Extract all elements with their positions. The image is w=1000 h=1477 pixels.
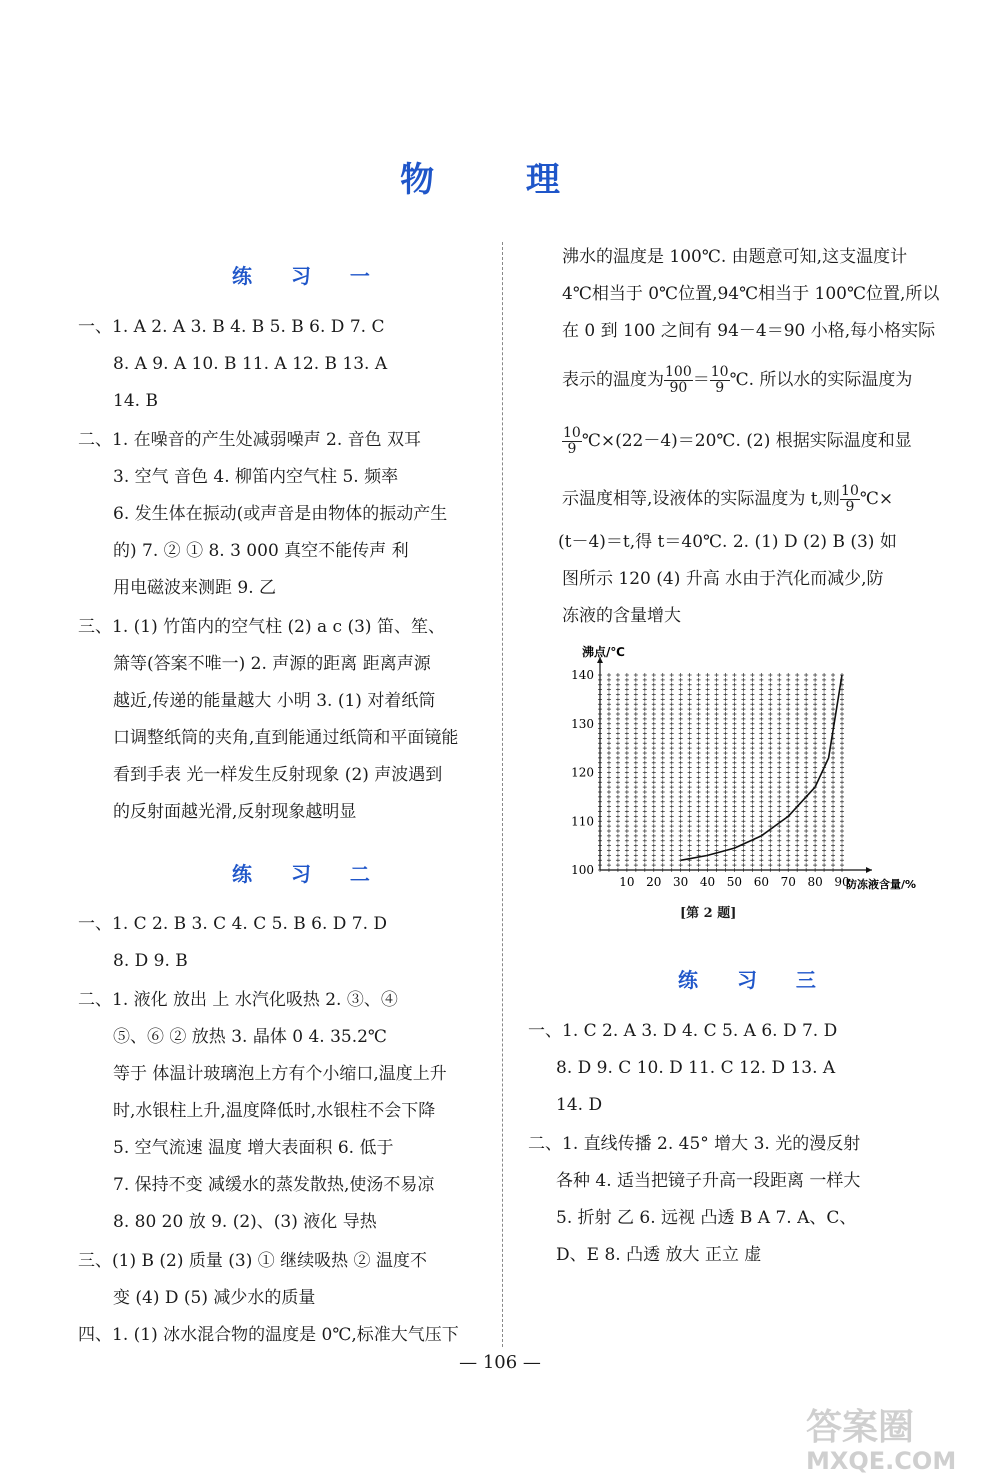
x-tick-label: 10 <box>619 875 635 889</box>
answer-line: 用电磁波来测距 9. 乙 <box>113 578 277 598</box>
watermark-logo <box>800 1395 985 1475</box>
answer-line: D、E 8. 凸透 放大 正立 虚 <box>556 1245 762 1265</box>
x-tick-label: 70 <box>780 875 796 889</box>
x-tick-label: 20 <box>646 875 662 889</box>
fraction <box>664 365 693 396</box>
answer-line: 3. 空气 音色 4. 柳笛内空气柱 5. 频率 <box>113 467 399 487</box>
answer-line: 沸水的温度是 100℃. 由题意可知,这支温度计 <box>562 247 908 267</box>
answer-line: 一、1. C 2. A 3. D 4. C 5. A 6. D 7. D <box>528 1021 838 1041</box>
answer-line: 5. 空气流速 温度 增大表面积 6. 低于 <box>113 1138 394 1158</box>
answer-line: 等于 体温计玻璃泡上方有个小缩口,温度上升 <box>113 1064 447 1084</box>
denominator: 9 <box>715 380 725 396</box>
answer-line: 三、1. (1) 竹笛内的空气柱 (2) a c (3) 笛、笙、 <box>78 617 445 637</box>
watermark-url: MXQE.COM <box>806 1447 957 1475</box>
x-tick-label: 30 <box>673 875 689 889</box>
fraction <box>710 365 730 396</box>
x-tick-label: 80 <box>807 875 823 889</box>
column-divider <box>502 242 503 1347</box>
x-tick-label: 90 <box>834 875 850 889</box>
numerator: 10 <box>563 425 581 441</box>
answer-line: 各种 4. 适当把镜子升高一段距离 一样大 <box>556 1171 861 1191</box>
answer-line: 口调整纸筒的夹角,直到能通过纸筒和平面镜能 <box>113 728 459 748</box>
answer-line: 看到手表 光一样发生反射现象 (2) 声波遇到 <box>113 765 443 785</box>
answer-line: 8. D 9. B <box>113 951 188 971</box>
x-axis-label: 防冻液含量/% <box>846 878 917 891</box>
text-fragment: ℃×(22－4)＝20℃. (2) 根据实际温度和显 <box>581 431 912 451</box>
numerator: 100 <box>665 364 692 380</box>
answer-line: 4℃相当于 0℃位置,94℃相当于 100℃位置,所以 <box>562 284 940 304</box>
answer-line: 三、(1) B (2) 质量 (3) ① 继续吸热 ② 温度不 <box>78 1251 427 1271</box>
page-number: — 106 — <box>459 1352 541 1373</box>
answer-line: 图所示 120 (4) 升高 水由于汽化而减少,防 <box>562 569 884 589</box>
answer-line: 7. 保持不变 减缓水的蒸发散热,使汤不易凉 <box>113 1175 435 1195</box>
figure-caption: [第 2 题] <box>680 906 737 921</box>
answer-line: 一、1. A 2. A 3. B 4. B 5. B 6. D 7. C <box>78 317 385 337</box>
y-tick-label: 130 <box>571 716 594 731</box>
y-tick-label: 120 <box>571 765 594 780</box>
answer-line: 箫等(答案不唯一) 2. 声源的距离 距离声源 <box>113 654 431 674</box>
numerator: 10 <box>710 364 729 380</box>
y-tick-label: 140 <box>571 668 594 682</box>
answer-line: 14. B <box>113 391 158 411</box>
answer-line: 的反射面越光滑,反射现象越明显 <box>113 802 357 822</box>
x-axis-arrow <box>866 867 872 873</box>
x-tick-label: 40 <box>699 875 716 889</box>
page-title: 物 理 <box>400 160 600 200</box>
answer-line: 8. A 9. A 10. B 11. A 12. B 13. A <box>113 354 388 374</box>
section-heading-ex1: 练 习 一 <box>232 264 386 288</box>
answer-line: 二、1. 液化 放出 上 水汽化吸热 2. ③、④ <box>78 990 398 1010</box>
equals-sign: ＝ <box>692 370 710 390</box>
answer-line: 冻液的含量增大 <box>562 606 681 626</box>
numerator: 10 <box>841 483 859 499</box>
section-heading-ex2: 练 习 二 <box>232 862 386 886</box>
text-fragment: ℃× <box>859 489 894 509</box>
text-fragment: 表示的温度为 <box>562 370 664 390</box>
x-tick-label: 60 <box>753 875 769 889</box>
answer-line: 的) 7. ② ① 8. 3 000 真空不能传声 利 <box>113 541 409 561</box>
grid-marks <box>598 673 844 872</box>
answer-line: 越近,传递的能量越大 小明 3. (1) 对着纸筒 <box>113 691 436 711</box>
denominator: 9 <box>567 441 577 457</box>
denominator: 9 <box>845 499 855 515</box>
answer-line: ⑤、⑥ ② 放热 3. 晶体 0 4. 35.2℃ <box>113 1027 387 1047</box>
answer-line: (t－4)＝t,得 t＝40℃. 2. (1) D (2) B (3) 如 <box>558 532 897 552</box>
answer-line: 一、1. C 2. B 3. C 4. C 5. B 6. D 7. D <box>78 914 388 934</box>
answer-line: 四、1. (1) 冰水混合物的温度是 0℃,标准大气压下 <box>78 1325 459 1345</box>
fraction <box>562 426 582 457</box>
answer-line: 14. D <box>556 1095 603 1115</box>
section-heading-ex3: 练 习 三 <box>678 968 832 992</box>
fraction-line <box>562 484 893 515</box>
denominator: 90 <box>669 380 688 396</box>
answer-line: 在 0 到 100 之间有 94－4＝90 小格,每小格实际 <box>562 321 936 341</box>
answer-line: 二、1. 直线传播 2. 45° 增大 3. 光的漫反射 <box>528 1134 861 1154</box>
fraction-line <box>562 426 912 457</box>
text-fragment: 示温度相等,设液体的实际温度为 t,则 <box>562 489 841 509</box>
watermark-text: 答案圈 <box>806 1407 915 1448</box>
answer-line: 变 (4) D (5) 减少水的质量 <box>113 1288 316 1308</box>
boiling-point-chart <box>556 640 917 895</box>
answer-line: 5. 折射 乙 6. 远视 凸透 B A 7. A、C、 <box>556 1208 857 1228</box>
answer-line: 6. 发生体在振动(或声音是由物体的振动产生 <box>113 504 448 524</box>
fraction-line <box>562 365 912 396</box>
y-tick-label: 100 <box>571 863 594 877</box>
y-tick-label: 110 <box>571 814 594 829</box>
answer-line: 8. D 9. C 10. D 11. C 12. D 13. A <box>556 1058 836 1078</box>
answer-line: 二、1. 在噪音的产生处减弱噪声 2. 音色 双耳 <box>78 430 422 450</box>
answer-line: 时,水银柱上升,温度降低时,水银柱不会下降 <box>113 1101 436 1121</box>
fraction <box>840 484 860 515</box>
text-fragment: ℃. 所以水的实际温度为 <box>729 370 913 390</box>
y-axis-label: 沸点/℃ <box>582 645 625 659</box>
answer-line: 8. 80 20 放 9. (2)、(3) 液化 导热 <box>113 1212 377 1232</box>
x-tick-label: 50 <box>726 875 743 889</box>
